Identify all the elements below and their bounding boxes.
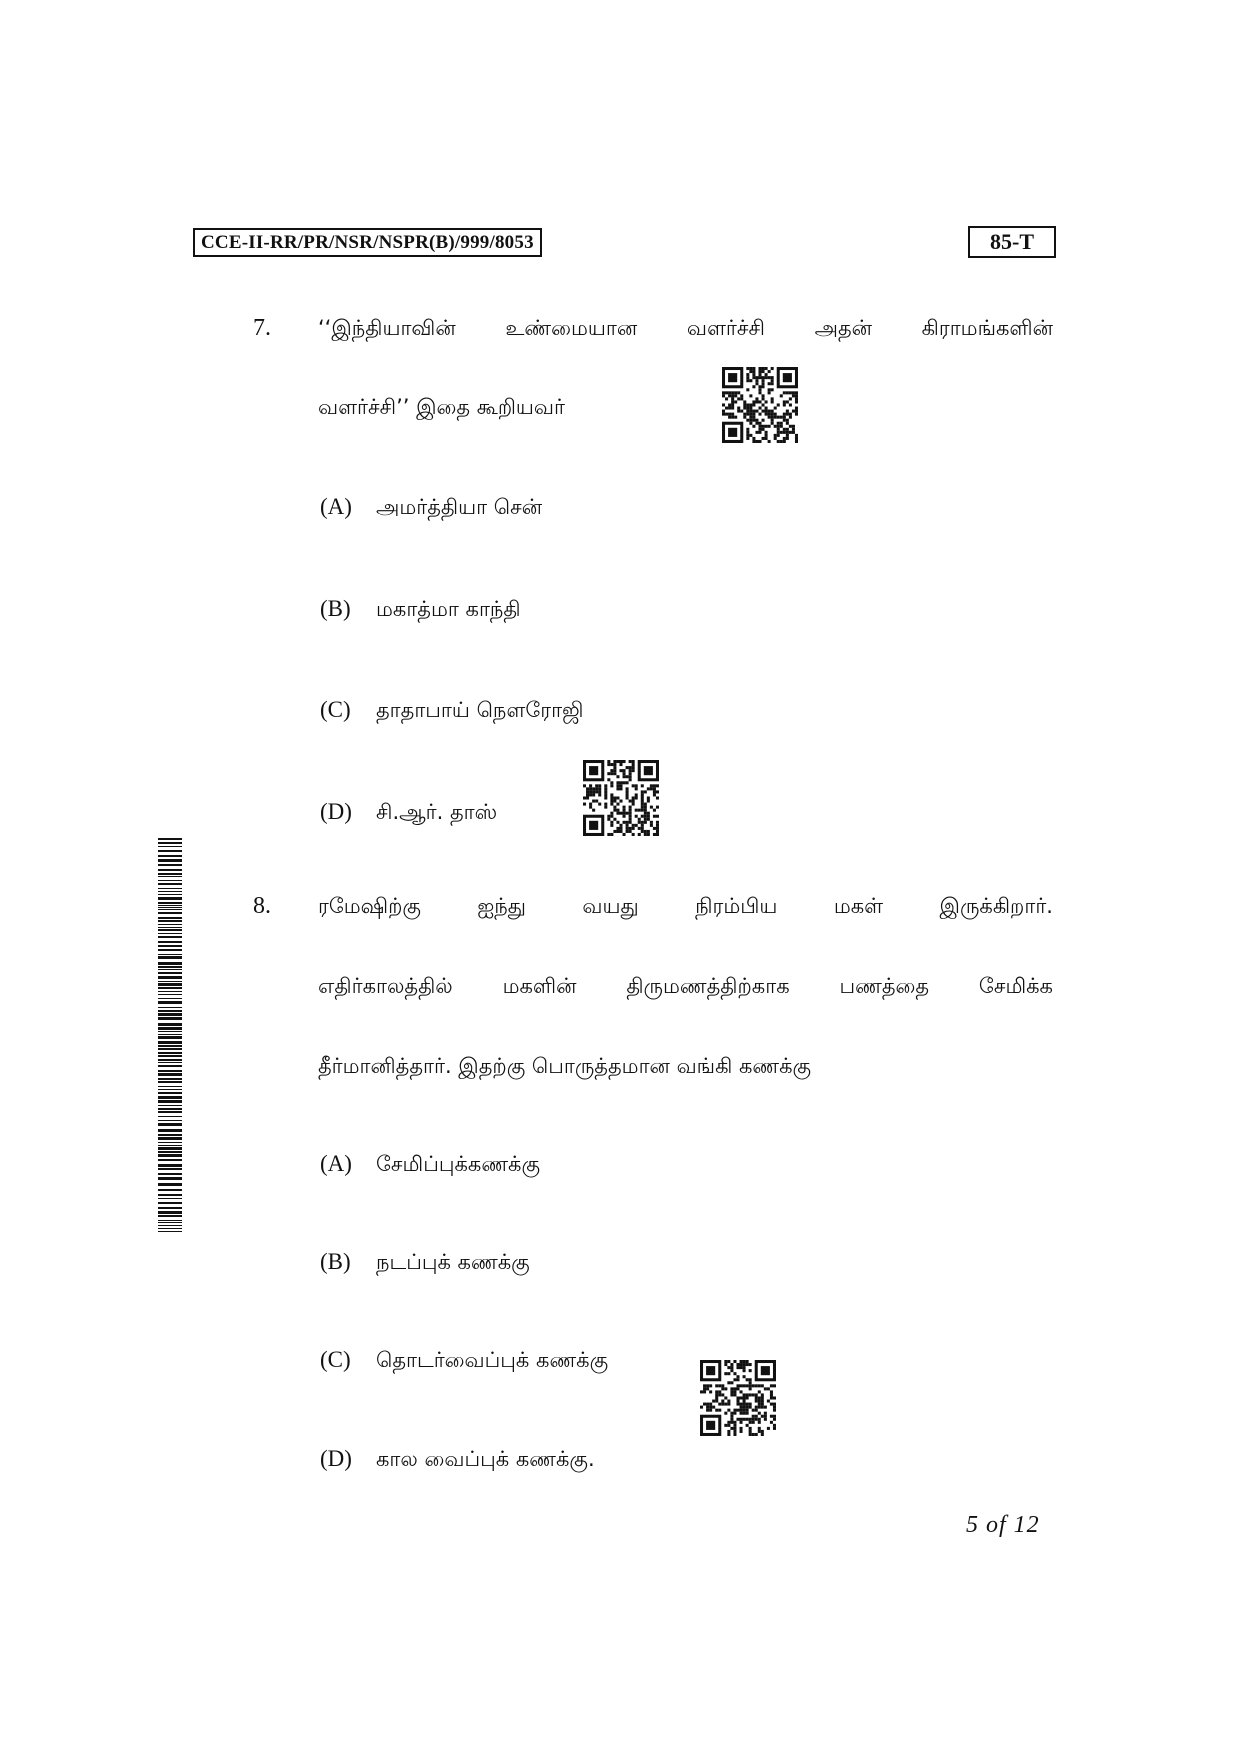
option-label: (A) xyxy=(320,1151,352,1176)
question-8-option-c[interactable] xyxy=(320,1347,608,1375)
option-text: தாதாபாய் நௌரோஜி xyxy=(376,698,584,722)
question-8-option-d[interactable] xyxy=(320,1446,595,1474)
question-8-line-2 xyxy=(318,974,1053,1001)
question-8-option-b[interactable] xyxy=(320,1249,530,1277)
option-text: சி.ஆர். தாஸ் xyxy=(376,800,498,824)
qr-code-icon xyxy=(583,760,659,836)
word: நிரம்பிய xyxy=(695,894,778,918)
option-label: (B) xyxy=(320,1249,351,1274)
option-text: தொடர்வைப்புக் கணக்கு xyxy=(376,1348,609,1372)
question-7-option-a[interactable] xyxy=(320,494,542,522)
question-8-number: 8. xyxy=(253,893,271,919)
question-7-line-1 xyxy=(318,316,1053,343)
word: வயது xyxy=(582,894,639,918)
question-8-option-a[interactable] xyxy=(320,1151,540,1179)
option-text: அமர்த்தியா சென் xyxy=(376,495,543,519)
barcode-icon xyxy=(158,838,182,1232)
question-8-line-1 xyxy=(318,894,1053,921)
word: சேமிக்க xyxy=(978,974,1053,998)
option-text: மகாத்மா காந்தி xyxy=(376,597,521,621)
word: திருமணத்திற்காக xyxy=(626,974,790,998)
option-label: (D) xyxy=(320,1446,352,1471)
option-label: (A) xyxy=(320,494,352,519)
page-number: 5 of 12 xyxy=(966,1512,1040,1538)
question-7-option-b[interactable] xyxy=(320,596,521,624)
word: மகள் xyxy=(833,894,884,918)
word: ரமேஷிற்கு xyxy=(318,894,421,918)
word: கிராமங்களின் xyxy=(921,316,1053,340)
word: ‘‘இந்தியாவின் xyxy=(318,316,456,340)
word: மகளின் xyxy=(502,974,577,998)
question-8-line-3: தீர்மானித்தார். இதற்கு பொருத்தமான வங்கி கணக்கு xyxy=(318,1054,812,1078)
qr-code-icon xyxy=(700,1360,776,1436)
option-label: (B) xyxy=(320,596,351,621)
option-text: சேமிப்புக்கணக்கு xyxy=(376,1152,541,1176)
question-7-line-2: வளர்ச்சி’’ இதை கூறியவர் xyxy=(318,395,565,419)
word: இருக்கிறார். xyxy=(939,894,1053,918)
option-label: (C) xyxy=(320,697,351,722)
word: ஐந்து xyxy=(477,894,526,918)
question-7-number: 7. xyxy=(253,315,271,341)
word: பணத்தை xyxy=(839,974,930,998)
question-7-option-d[interactable] xyxy=(320,799,497,827)
word: எதிர்காலத்தில் xyxy=(318,974,453,998)
qr-code-icon xyxy=(722,367,798,443)
option-text: கால வைப்புக் கணக்கு. xyxy=(376,1447,595,1471)
option-label: (D) xyxy=(320,799,352,824)
option-text: நடப்புக் கணக்கு xyxy=(376,1250,530,1274)
paper-number-box: 85-T xyxy=(968,226,1056,258)
paper-code-box: CCE-II-RR/PR/NSR/NSPR(B)/999/8053 xyxy=(193,228,542,257)
word: வளர்ச்சி xyxy=(686,316,765,340)
question-7-option-c[interactable] xyxy=(320,697,583,725)
word: அதன் xyxy=(814,316,872,340)
option-label: (C) xyxy=(320,1347,351,1372)
word: உண்மையான xyxy=(505,316,638,340)
